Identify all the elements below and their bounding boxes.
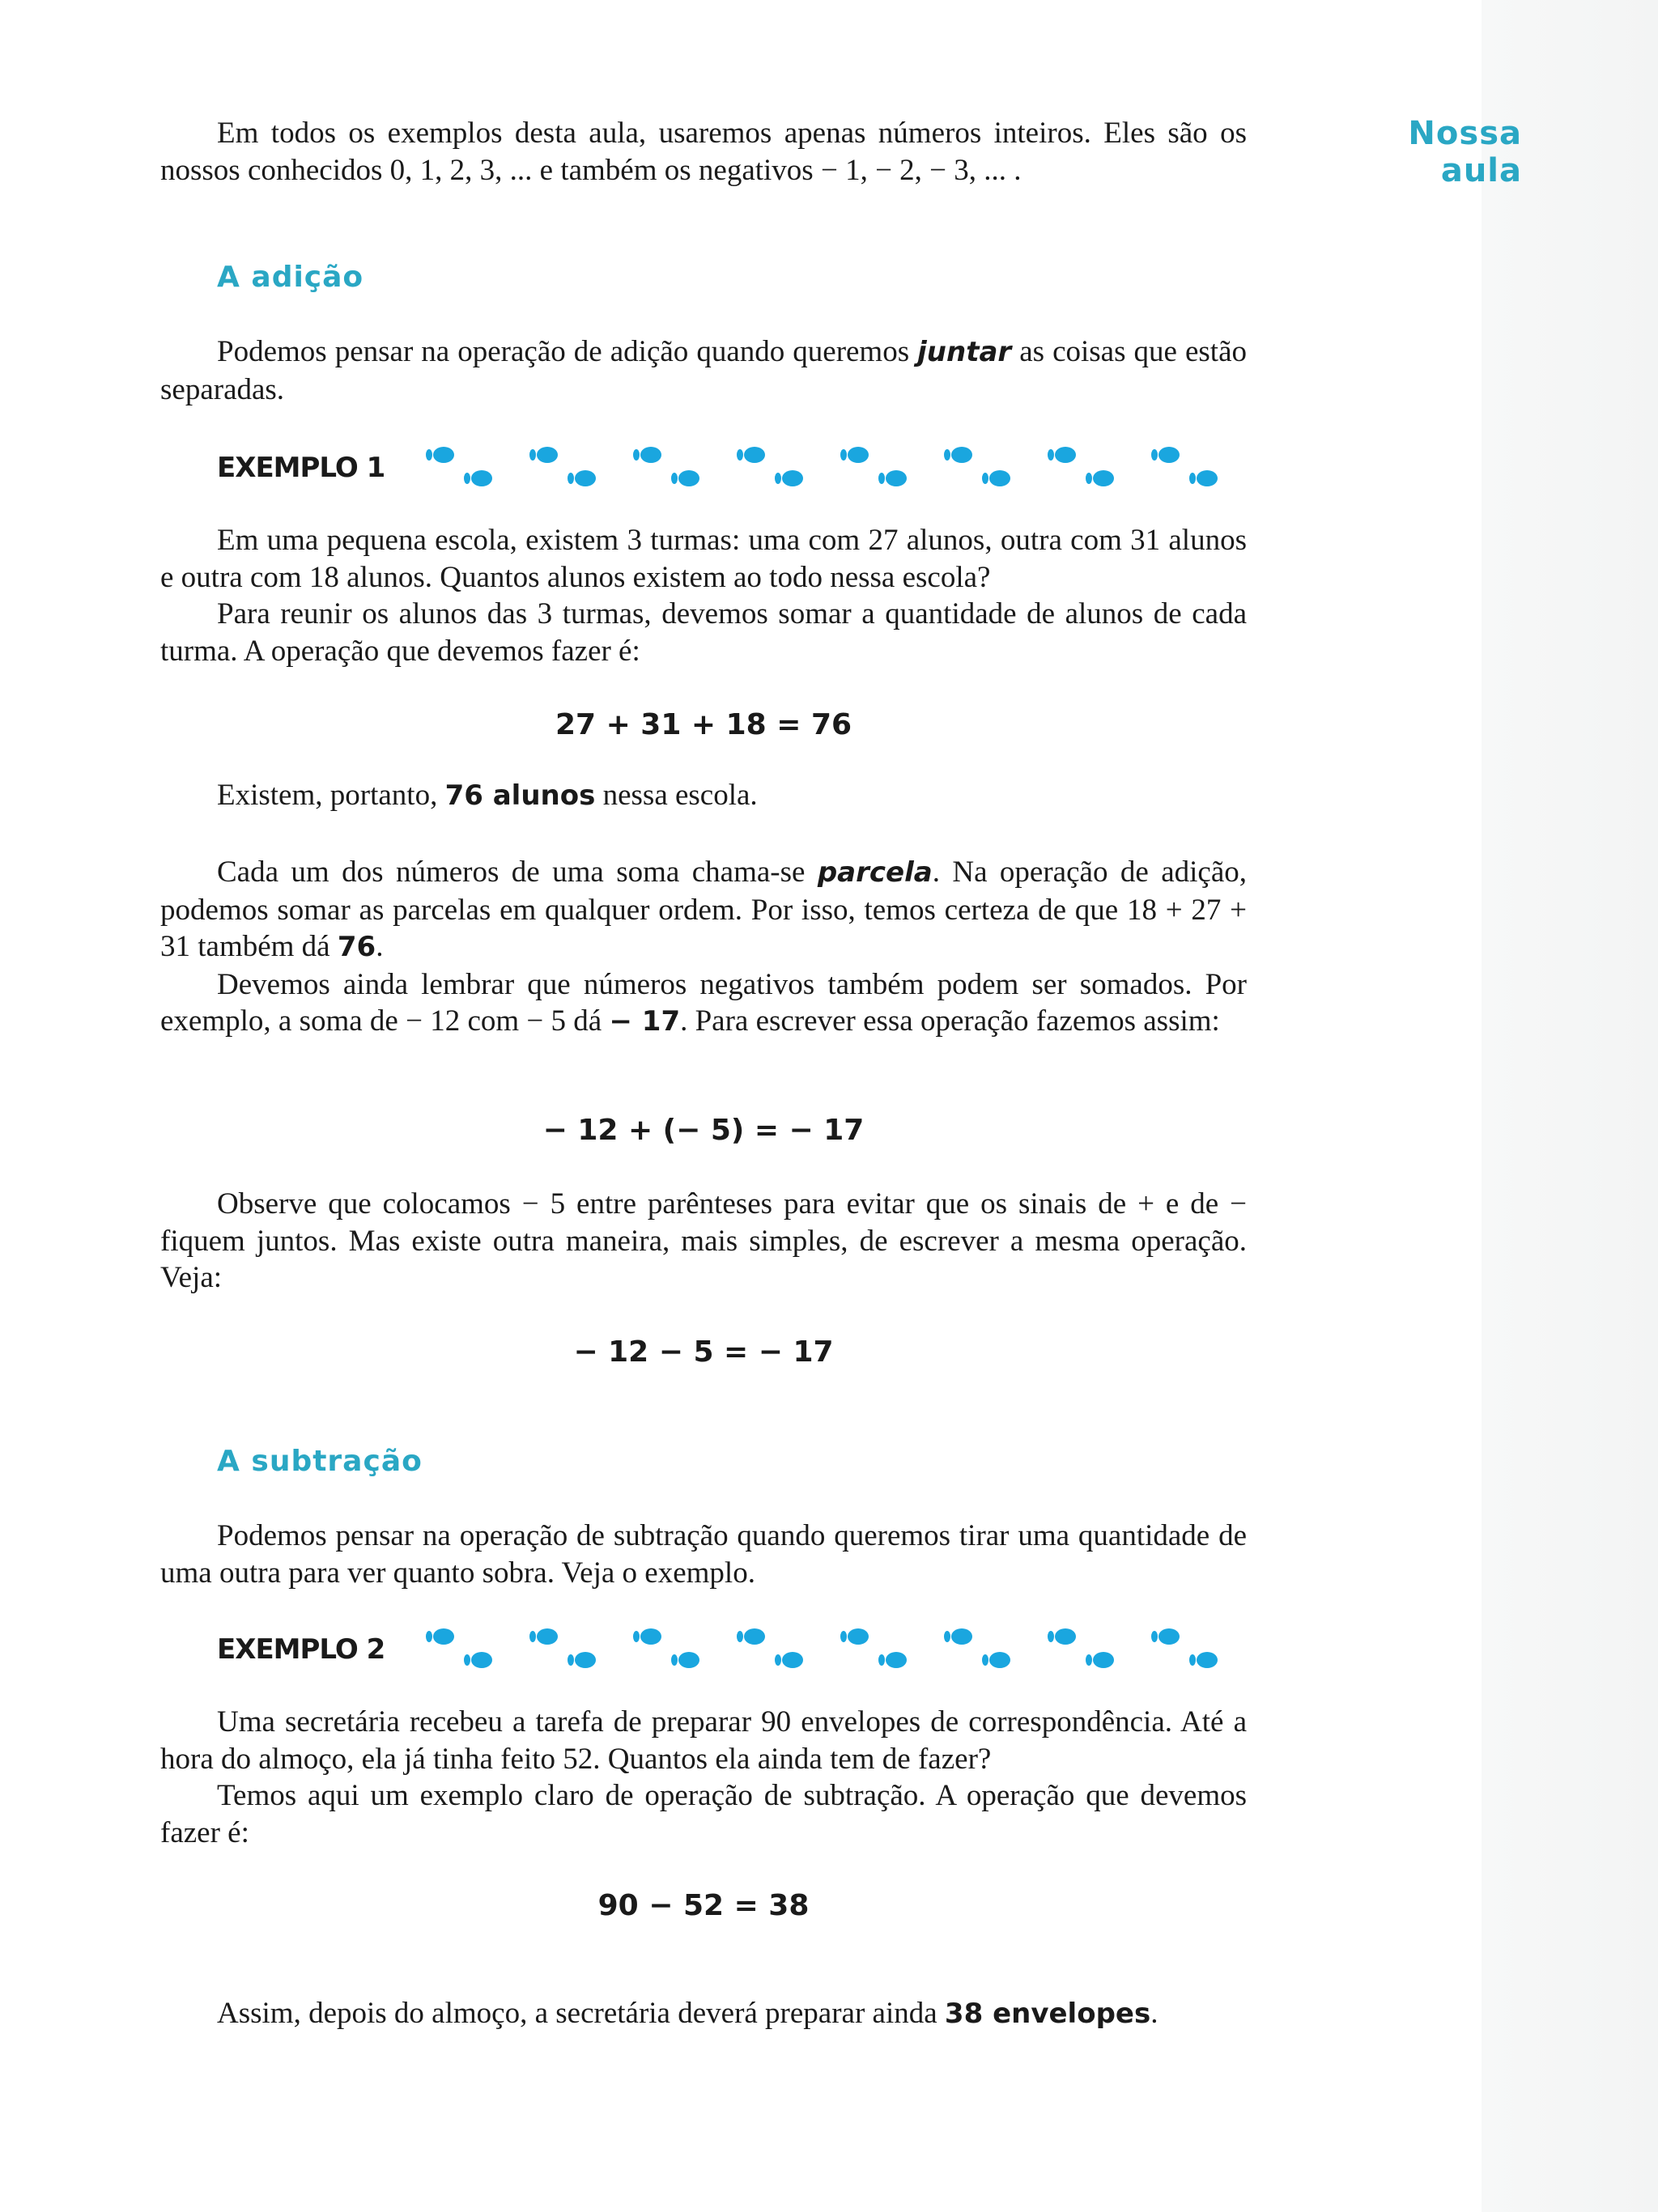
intro-paragraph xyxy=(160,115,1247,189)
adicao-text-4: Observe que colocamos − 5 entre parênteses para evitar que os sinais de + e de − fiquem juntos. Mas existe outra maneira, mais simples, de escrever a mesma operação. Veja: xyxy=(160,1187,1247,1294)
example-1-label: EXEMPLO 1 xyxy=(217,452,385,484)
text-span: . Para escrever essa operação fazemos assim: xyxy=(680,1004,1220,1038)
text-span: . xyxy=(1150,1997,1158,2030)
section-title-adicao: A adição xyxy=(217,261,364,294)
footprints-icon xyxy=(419,1625,1249,1674)
emphasis-parcela: parcela xyxy=(817,856,933,889)
text-span: as coisas que estão separadas. xyxy=(160,335,1247,406)
text-span: . Na operação de adição, podemos somar as parcelas em qualquer ordem. Por isso, temos certeza de que 18 + 27 + 31 também dá xyxy=(160,856,1247,963)
text-span: Devemos ainda lembrar que números negativos também podem ser somados. Por exemplo, a soma de − 12 com − 5 dá xyxy=(160,967,1247,1038)
text-span: Assim, depois do almoço, a secretária deverá preparar ainda xyxy=(217,1997,945,2030)
section-title-subtracao: A subtração xyxy=(217,1445,423,1478)
example-2-label: EXEMPLO 2 xyxy=(217,1633,385,1666)
text-span: Existem, portanto, xyxy=(217,779,445,812)
example-2-text-2: Temos aqui um exemplo claro de operação de subtração. A operação que devemos fazer é: xyxy=(160,1779,1247,1849)
result-76-alunos: 76 alunos xyxy=(444,779,596,812)
example-1-header xyxy=(217,444,1247,500)
text-span: Podemos pensar na operação de adição quando queremos xyxy=(217,335,918,368)
example-1-text-1: Em uma pequena escola, existem 3 turmas: uma com 27 alunos, outra com 31 alunos e outra com 18 alunos. Quantos alunos existem ao todo nessa escola? xyxy=(160,524,1247,594)
example-2-paragraphs xyxy=(160,1704,1247,1851)
emphasis-juntar: juntar xyxy=(917,336,1012,368)
equation-1: 27 + 31 + 18 = 76 xyxy=(555,708,852,741)
text-span: . xyxy=(376,930,384,963)
result-38-envelopes: 38 envelopes xyxy=(944,1998,1151,2030)
example-1-text-2: Para reunir os alunos das 3 turmas, devemos somar a quantidade de alunos de cada turma. A operação que devemos fazer é: xyxy=(160,597,1247,668)
adicao-paragraph-4 xyxy=(160,1186,1247,1297)
subtracao-text-1: Podemos pensar na operação de subtração quando queremos tirar uma quantidade de uma outra para ver quanto sobra. Veja o exemplo. xyxy=(160,1519,1247,1590)
example-1-result xyxy=(160,777,1247,815)
example-2-text-1: Uma secretária recebeu a tarefa de preparar 90 envelopes de correspondência. Até a hora do almoço, ela já tinha feito 52. Quantos ela ainda tem de fazer? xyxy=(160,1705,1247,1776)
equation-3: − 12 − 5 = − 17 xyxy=(573,1335,834,1369)
bold-76: 76 xyxy=(337,931,376,963)
footprints-icon xyxy=(419,444,1249,492)
equation-4: 90 − 52 = 38 xyxy=(597,1889,810,1922)
adicao-paragraph-1 xyxy=(160,333,1247,408)
subtracao-paragraph-1 xyxy=(160,1518,1247,1591)
sidebar-background xyxy=(1482,0,1658,2212)
example-2-header xyxy=(217,1625,1247,1682)
adicao-paragraph-2 xyxy=(160,854,1247,1041)
bold-minus-17: − 17 xyxy=(609,1005,681,1038)
text-span: Cada um dos números de uma soma chama-se xyxy=(217,856,818,889)
intro-text: Em todos os exemplos desta aula, usaremos apenas números inteiros. Eles são os nossos conhecidos 0, 1, 2, 3, ... e também os negativos − 1, − 2, − 3, ... . xyxy=(160,117,1247,187)
text-span: nessa escola. xyxy=(595,779,758,812)
example-2-result xyxy=(160,1995,1247,2033)
example-1-paragraph-1 xyxy=(160,522,1247,669)
sidebar-title: Nossa aula xyxy=(1408,115,1522,189)
equation-2: − 12 + (− 5) = − 17 xyxy=(542,1114,865,1147)
